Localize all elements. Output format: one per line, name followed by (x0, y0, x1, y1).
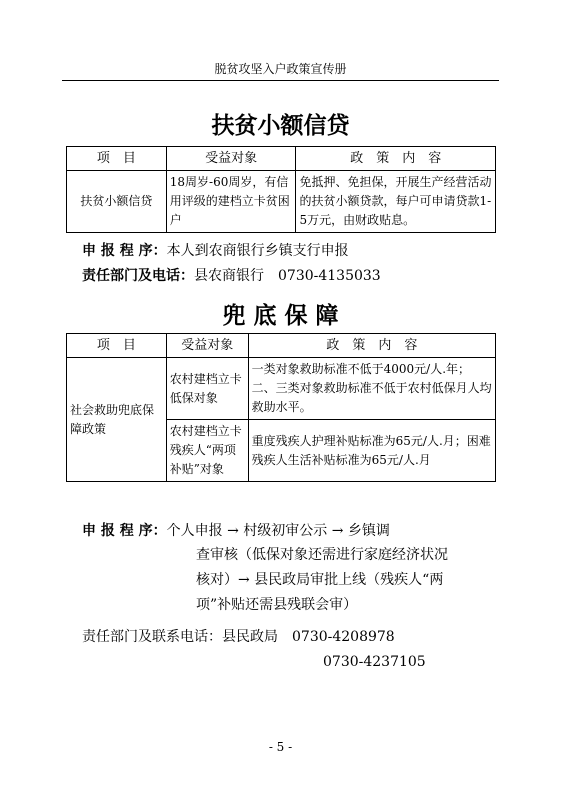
table-row (67, 358, 496, 420)
cell-target: 农村建档立卡低保对象 (166, 358, 248, 420)
procedure-label: 申 报 程 序： (82, 523, 167, 539)
cell-target: 农村建档立卡残疾人“两项补贴”对象 (166, 420, 248, 482)
header-rule (62, 80, 499, 81)
contact-label: 责任部门及联系电话： (82, 629, 222, 645)
safety-net-table (66, 333, 496, 482)
section-title-microcredit: 扶贫小额信贷 (211, 112, 350, 139)
microcredit-table (66, 146, 496, 233)
procedure-text: 个人申报 → 村级初审公示 → 乡镇调 (166, 523, 390, 539)
section-title-safety-net: 兜 底 保 障 (222, 302, 339, 329)
procedure-text: 项”补贴还需县残联会审） (196, 597, 358, 613)
procedure-line (82, 520, 390, 540)
running-header: 脱贫攻坚入户政策宣传册 (214, 62, 347, 76)
column-header-content: 政 策 内 容 (296, 147, 496, 171)
contact-phone: 0730-4237105 (323, 654, 426, 670)
procedure-line (82, 240, 349, 260)
procedure-text: 查审核（低保对象还需进行家庭经济状况 (196, 547, 448, 563)
cell-content: 免抵押、免担保，开展生产经营活动的扶贫小额贷款，每户可申请贷款1-5万元，由财政贴息。 (296, 171, 496, 233)
contact-line (82, 265, 381, 285)
cell-content: 重度残疾人护理补贴标准为65元/人.月；困难残疾人生活补贴标准为65元/人.月 (248, 420, 495, 482)
cell-item: 扶贫小额信贷 (67, 171, 167, 233)
table-header-row (67, 147, 496, 171)
table-row (67, 171, 496, 233)
cell-item: 社会救助兜底保障政策 (67, 358, 167, 482)
contact-label: 责任部门及电话： (82, 268, 194, 284)
cell-target: 18周岁-60周岁，有信用评级的建档立卡贫困户 (166, 171, 296, 233)
procedure-text: 核对）→ 县民政局审批上线（残疾人“两 (196, 572, 444, 588)
column-header-item: 项 目 (67, 147, 167, 171)
contact-text: 县民政局 0730-4208978 (222, 629, 395, 645)
column-header-item: 项 目 (67, 334, 167, 358)
column-header-content: 政 策 内 容 (248, 334, 495, 358)
column-header-target: 受益对象 (166, 334, 248, 358)
procedure-label: 申 报 程 序： (82, 243, 167, 259)
cell-content: 一类对象救助标准不低于4000元/人.年；二、三类对象救助标准不低于农村低保月人均救助水平。 (248, 358, 495, 420)
contact-text: 县农商银行 0730-4135033 (194, 268, 381, 284)
contact-line (82, 626, 395, 646)
table-header-row (67, 334, 496, 358)
page-number: - 5 - (268, 740, 293, 754)
column-header-target: 受益对象 (166, 147, 296, 171)
procedure-text: 本人到农商银行乡镇支行申报 (166, 243, 349, 259)
